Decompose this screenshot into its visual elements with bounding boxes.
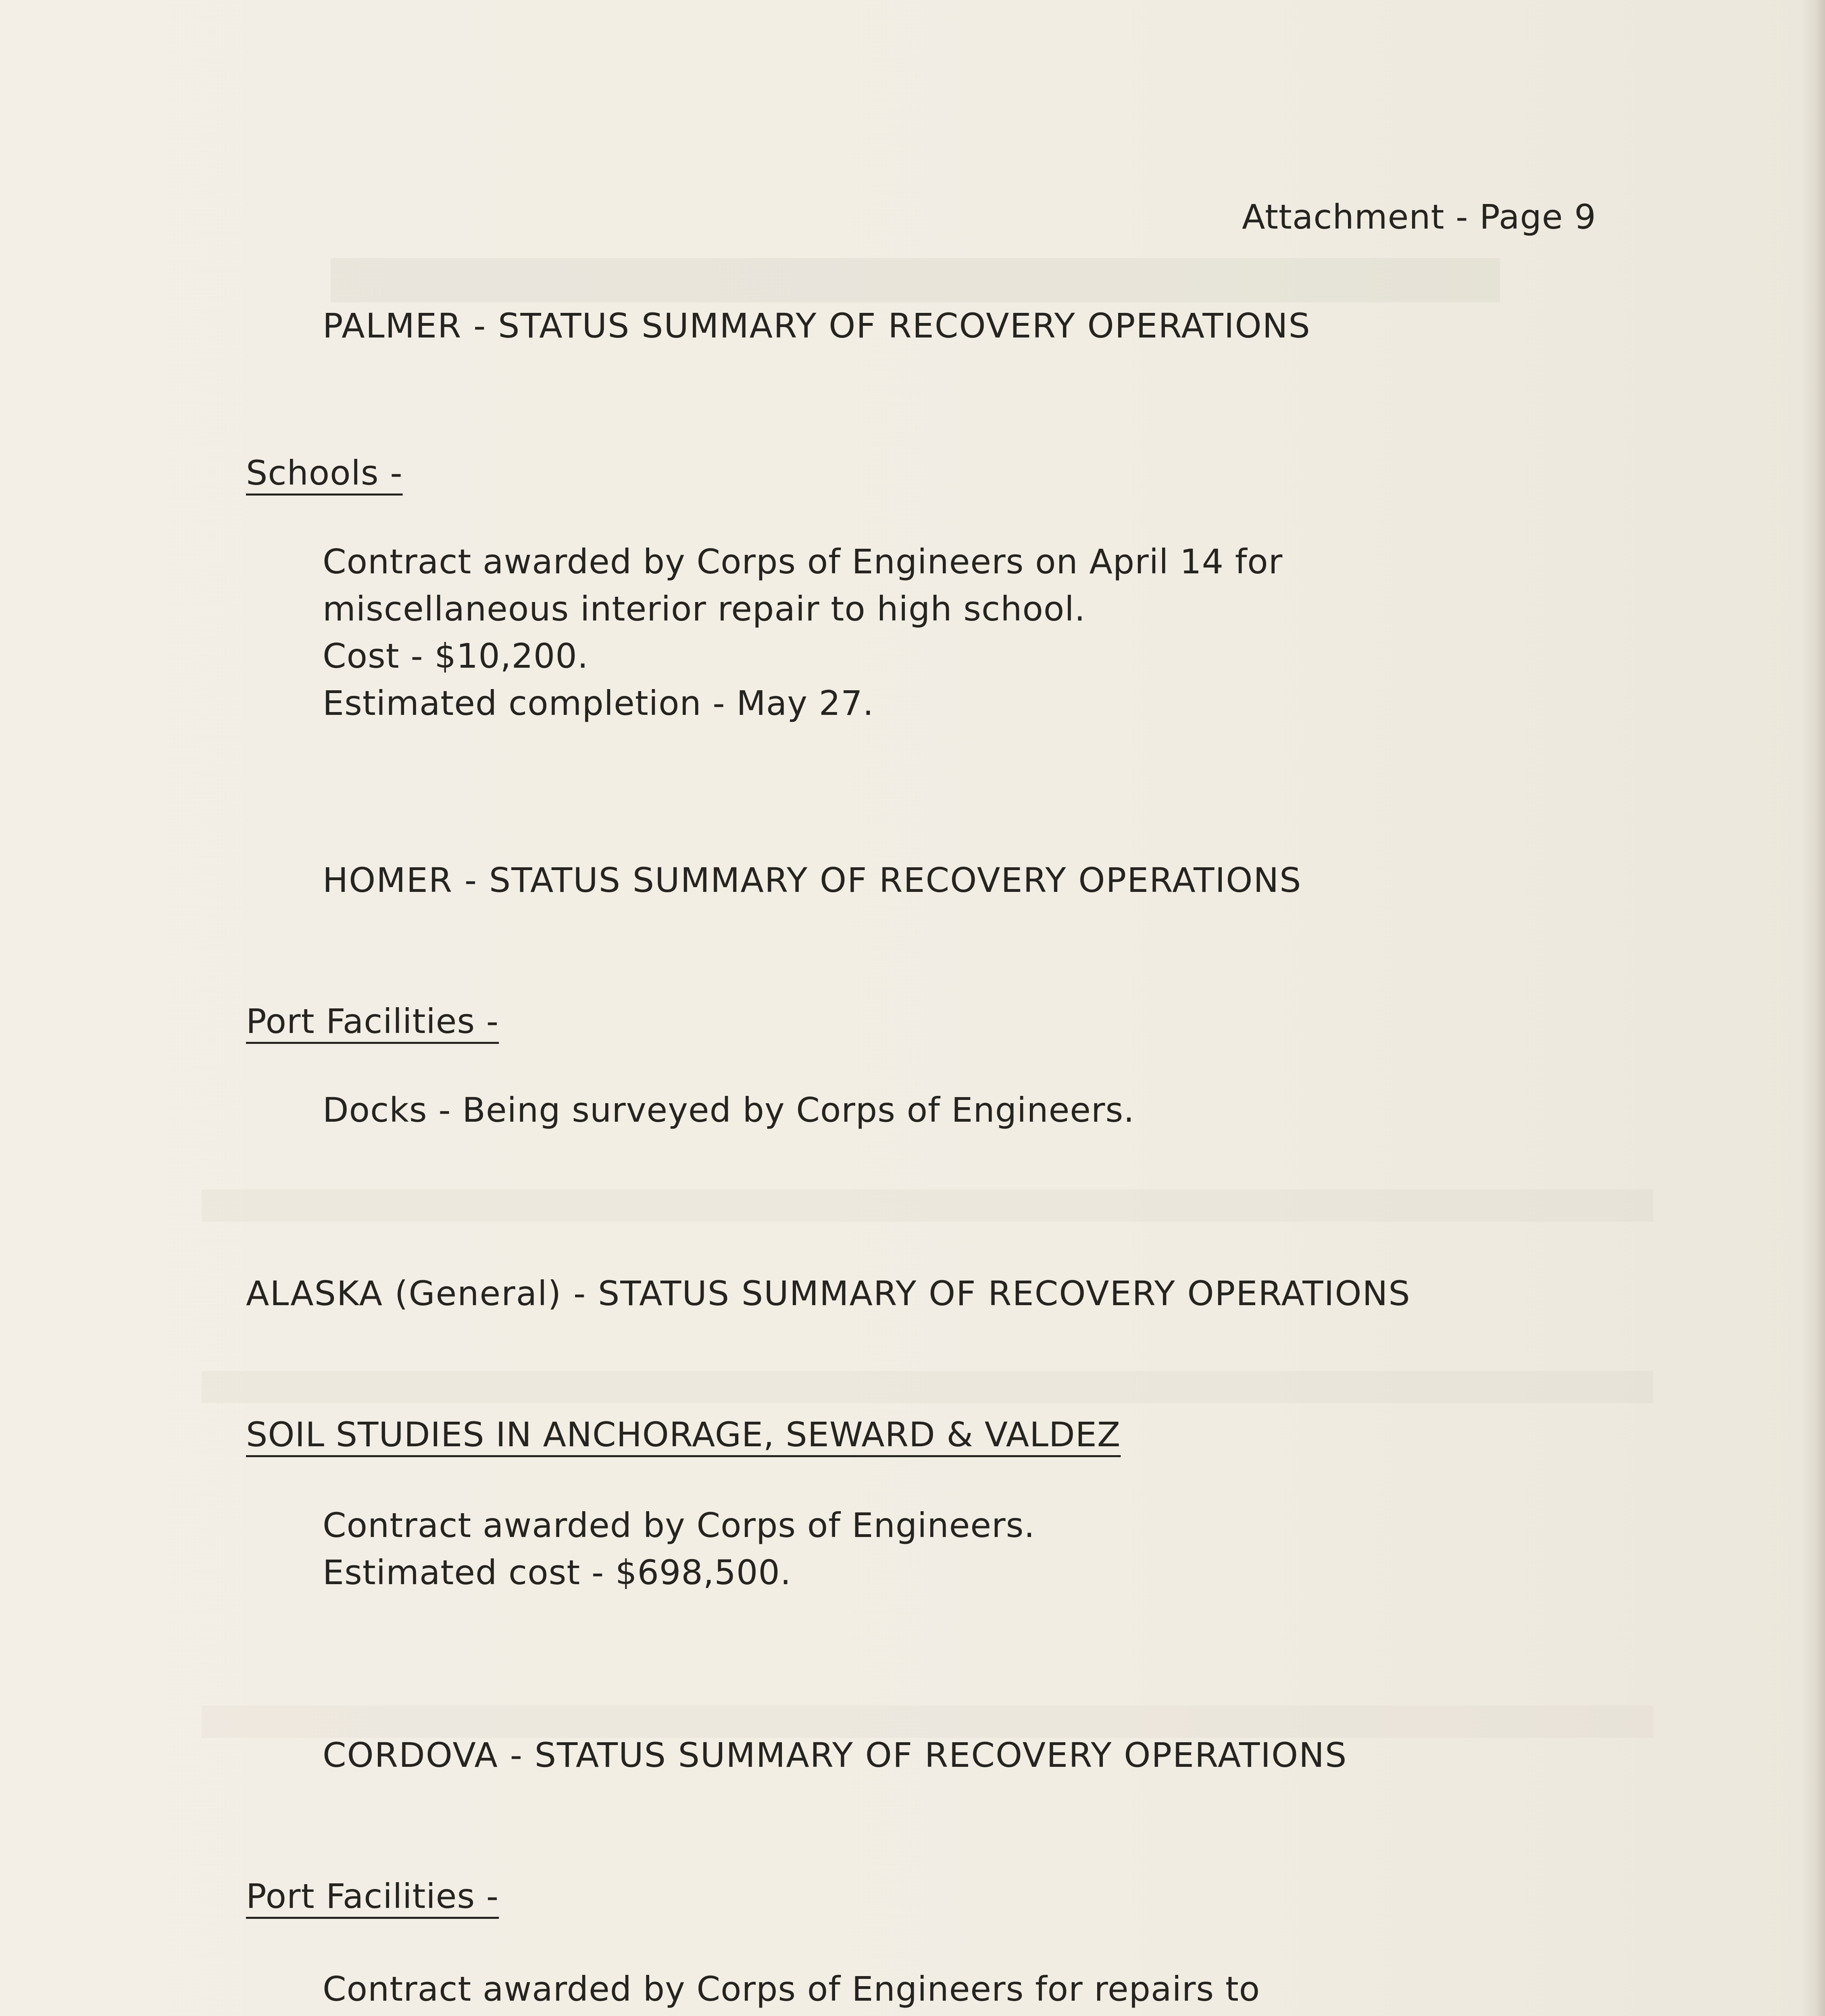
bleed-through-texture [202,1371,1653,1403]
bleed-through-texture [331,258,1500,302]
bleed-through-texture [202,1189,1653,1222]
subheading-port-facilities-homer: Port Facilities - [246,1002,499,1041]
body-line: Contract awarded by Corps of Engineers. [323,1506,1035,1545]
body-line: Estimated cost - $698,500. [323,1553,792,1592]
section-heading-alaska-general: ALASKA (General) - STATUS SUMMARY OF RECOVERY OPERATIONS [246,1274,1411,1313]
subheading-schools: Schools - [246,453,403,493]
body-line: Contract awarded by Corps of Engineers for repairs to [323,1969,1260,2009]
body-line: miscellaneous interior repair to high school. [323,589,1086,629]
body-line: Estimated completion - May 27. [323,683,874,723]
body-line: Cost - $10,200. [323,636,589,676]
section-heading-cordova: CORDOVA - STATUS SUMMARY OF RECOVERY OPERATIONS [323,1735,1348,1775]
section-heading-palmer: PALMER - STATUS SUMMARY OF RECOVERY OPERATIONS [323,306,1311,346]
attachment-page-label: Attachment - Page 9 [1242,197,1596,237]
body-line: Docks - Being surveyed by Corps of Engineers. [323,1090,1135,1130]
subheading-port-facilities-cordova: Port Facilities - [246,1876,499,1916]
section-heading-homer: HOMER - STATUS SUMMARY OF RECOVERY OPERATIONS [323,860,1302,900]
page-edge-shadow [1801,0,1825,2016]
body-line [323,2013,657,2016]
subheading-soil-studies: SOIL STUDIES IN ANCHORAGE, SEWARD & VALDEZ [246,1415,1121,1454]
body-line: Contract awarded by Corps of Engineers on April 14 for [323,542,1283,581]
